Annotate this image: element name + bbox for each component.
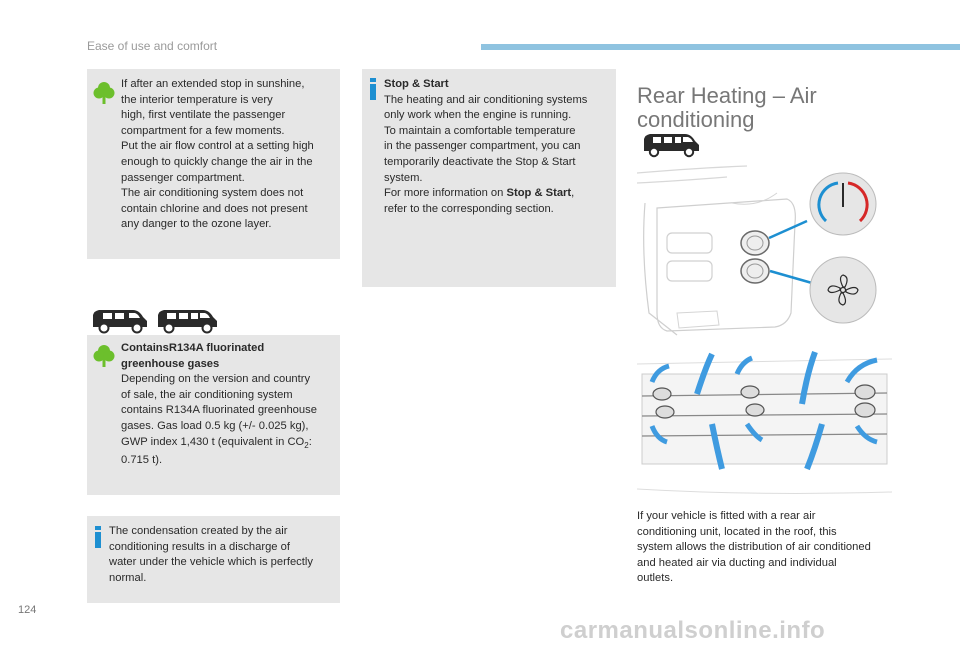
stop-start-heading: Stop & Start bbox=[384, 78, 449, 90]
eco-note-1-line: enough to quickly change the air in the bbox=[121, 155, 313, 168]
van-icon bbox=[89, 305, 149, 335]
condensation-line: water under the vehicle which is perfectly bbox=[109, 556, 313, 569]
stop-start-line: The heating and air conditioning systems bbox=[384, 93, 588, 106]
info-icon bbox=[93, 526, 103, 548]
eco-note-1-line: If after an extended stop in sunshine, bbox=[121, 78, 305, 90]
eco-note-1-line: The air conditioning system does not bbox=[121, 187, 304, 200]
stop-start-line: system. bbox=[384, 171, 423, 184]
eco-note-1-line: contain chlorine and does not present bbox=[121, 202, 308, 215]
rear-ac-line: If your vehicle is fitted with a rear air bbox=[637, 510, 816, 522]
eco-note-1-text bbox=[121, 77, 336, 233]
gas-note-line: of sale, the air conditioning system bbox=[121, 388, 293, 401]
gas-note-line: gases. Gas load 0.5 kg (+/- 0.025 kg), bbox=[121, 419, 309, 432]
van-long-icon bbox=[641, 130, 701, 158]
stop-start-note-text bbox=[384, 77, 612, 217]
condensation-line: normal. bbox=[109, 571, 147, 584]
gas-note-line: contains R134A fluorinated greenhouse bbox=[121, 404, 317, 417]
eco-tree-icon bbox=[93, 343, 115, 369]
condensation-line: conditioning results in a discharge of bbox=[109, 540, 290, 553]
rear-ac-line: conditioning unit, located in the roof, this bbox=[637, 525, 837, 538]
watermark: carmanualsonline.info bbox=[560, 617, 826, 644]
header-rule bbox=[481, 44, 960, 50]
stop-start-line: in the passenger compartment, you can bbox=[384, 140, 581, 153]
eco-tree-icon bbox=[93, 80, 115, 106]
stop-start-more-line bbox=[384, 186, 612, 202]
stop-start-line: temporarily deactivate the Stop & Start bbox=[384, 155, 576, 168]
page-title-line-1: Rear Heating – Air bbox=[637, 83, 817, 109]
gas-note-text bbox=[121, 341, 339, 469]
stop-start-more-suffix: , bbox=[571, 187, 575, 200]
stop-start-more-bold: Stop & Start bbox=[506, 187, 572, 200]
page-title-line-2: conditioning bbox=[637, 107, 755, 133]
eco-note-1-line: the interior temperature is very bbox=[121, 93, 273, 106]
fan-dial-icon bbox=[808, 255, 878, 325]
condensation-line: The condensation created by the air bbox=[109, 525, 288, 537]
rear-ac-line: and heated air via ducting and individual bbox=[637, 556, 837, 569]
condensation-note-text bbox=[109, 524, 337, 586]
rear-ac-line: outlets. bbox=[637, 572, 674, 585]
gas-note-gwp-sub: 2 bbox=[304, 440, 309, 450]
gas-note-gwp-prefix: GWP index 1,430 t (equivalent in CO bbox=[121, 435, 305, 448]
van-long-icon bbox=[155, 305, 219, 335]
temperature-dial-icon bbox=[808, 171, 878, 237]
roof-vents-airflow-illustration bbox=[637, 344, 892, 504]
stop-start-last-line: refer to the corresponding section. bbox=[384, 202, 554, 215]
rear-ac-line: system allows the distribution of air conditioned bbox=[637, 541, 871, 554]
gas-note-heading-1: ContainsR134A fluorinated bbox=[121, 342, 265, 354]
info-icon bbox=[368, 78, 378, 100]
stop-start-line: only work when the engine is running. bbox=[384, 109, 572, 122]
eco-note-1-line: Put the air flow control at a setting high bbox=[121, 140, 314, 153]
eco-note-1-line: compartment for a few moments. bbox=[121, 124, 285, 137]
page-title bbox=[637, 84, 917, 132]
gas-note-last-line: 0.715 t). bbox=[121, 454, 163, 467]
eco-note-1-line: any danger to the ozone layer. bbox=[121, 218, 272, 231]
section-header: Ease of use and comfort bbox=[87, 39, 218, 53]
gas-note-line: Depending on the version and country bbox=[121, 373, 311, 386]
rear-ac-description bbox=[637, 509, 907, 587]
eco-note-1-line: passenger compartment. bbox=[121, 171, 245, 184]
gas-note-gwp-suffix: : bbox=[308, 435, 312, 448]
gas-note-heading-2: greenhouse gases bbox=[121, 357, 220, 370]
gas-note-gwp-line bbox=[121, 435, 339, 454]
stop-start-more-prefix: For more information on bbox=[384, 187, 507, 200]
page-number: 124 bbox=[18, 604, 37, 616]
eco-note-1-line: high, first ventilate the passenger bbox=[121, 109, 286, 122]
stop-start-line: To maintain a comfortable temperature bbox=[384, 124, 576, 137]
